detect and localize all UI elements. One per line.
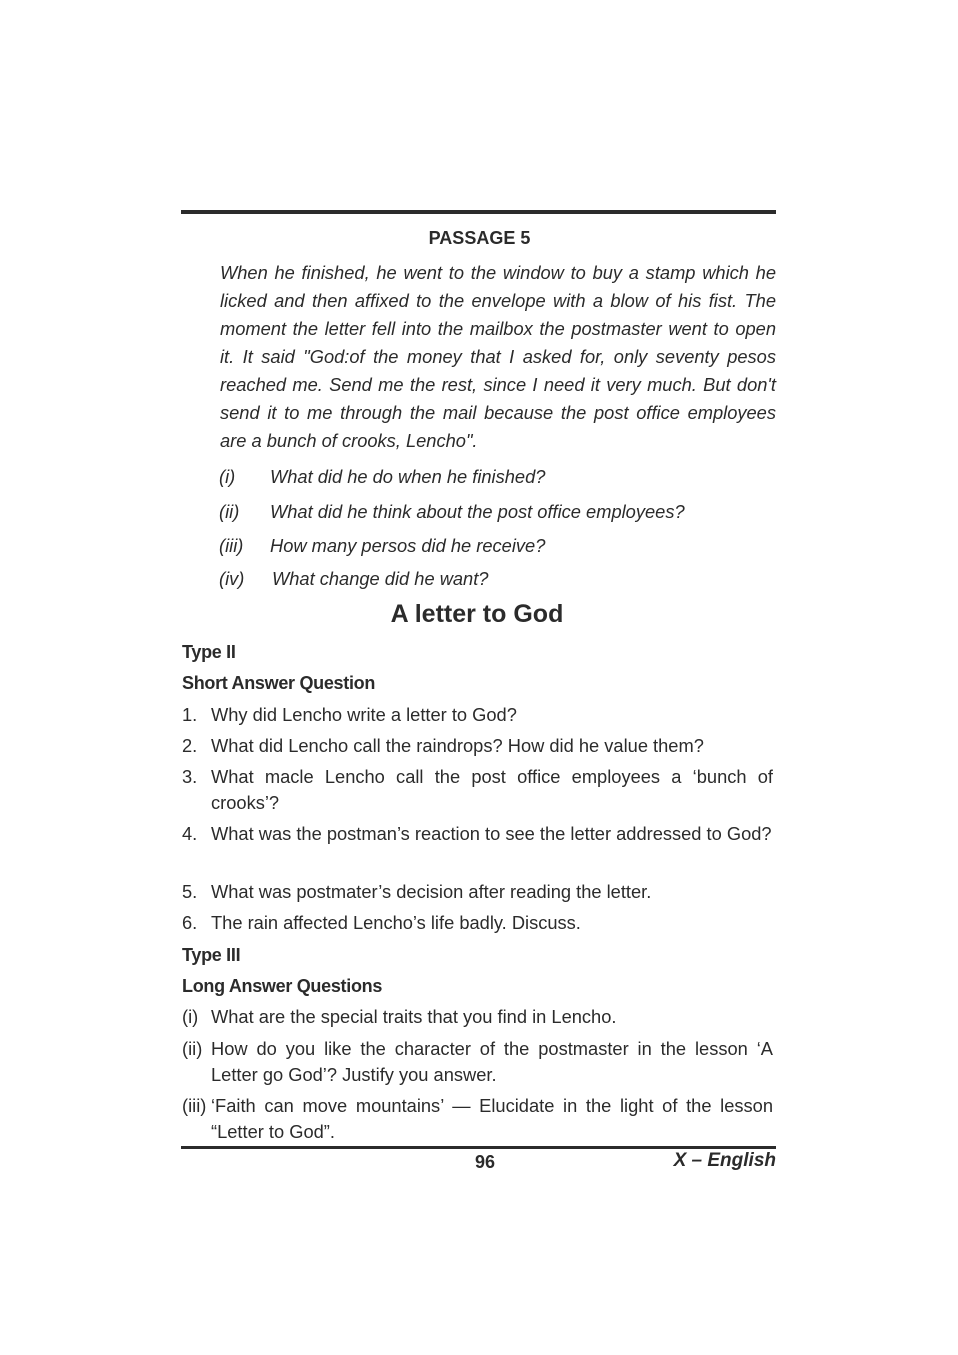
- item-number: (iii): [182, 1095, 207, 1116]
- type-iii-label: Type III: [182, 945, 241, 965]
- item-number: 1.: [182, 704, 198, 725]
- item-text: Why did Lencho write a letter to God?: [211, 704, 517, 725]
- list-item: [182, 1004, 773, 1030]
- book-name: X – English: [673, 1150, 776, 1171]
- item-number: 6.: [182, 912, 198, 933]
- item-text: What macle Lencho call the post office employees a ‘bunch of crooks’?: [211, 766, 773, 813]
- top-rule: [181, 210, 776, 214]
- page-number: 96: [474, 1152, 496, 1172]
- question-number: (iii): [219, 535, 244, 556]
- type-ii-label: Type II: [182, 642, 236, 662]
- item-number: 2.: [182, 735, 198, 756]
- item-number: 3.: [182, 766, 198, 787]
- item-text: How do you like the character of the postmaster in the lesson ‘A Letter go God’? Justify you answer.: [211, 1038, 773, 1085]
- question-text: What did he do when he finished?: [270, 466, 546, 487]
- list-item: [182, 1093, 773, 1145]
- item-text: What was postmater’s decision after reading the letter.: [211, 881, 652, 902]
- item-text: What are the special traits that you find in Lencho.: [211, 1006, 617, 1027]
- item-text: The rain affected Lencho’s life badly. Discuss.: [211, 912, 581, 933]
- passage-text: When he finished, he went to the window to buy a stamp which he licked and then affixed to the envelope with a blow of his fist. The moment the letter fell into the mailbox the postmaster went to open it. It said "God:of the money that I asked for, only seventy pesos reached me. Send me the rest, since I need it very much. But don't send it to me through the mail because the post office employees are a bunch of crooks, Lencho".: [220, 262, 776, 451]
- list-item: [182, 1036, 773, 1088]
- question-number: (iv): [219, 568, 245, 589]
- question-text: What change did he want?: [272, 568, 489, 589]
- passage-heading: PASSAGE 5: [428, 228, 531, 248]
- item-text: ‘Faith can move mountains’ — Elucidate in the light of the lesson “Letter to God”.: [211, 1095, 773, 1142]
- item-text: What did Lencho call the raindrops? How did he value them?: [211, 735, 704, 756]
- list-item: [182, 879, 773, 905]
- list-item: [182, 821, 773, 847]
- question-number: (i): [219, 466, 236, 487]
- list-item: [182, 764, 773, 816]
- question-number: (ii): [219, 501, 240, 522]
- item-number: (ii): [182, 1038, 203, 1059]
- chapter-title: A letter to God: [390, 600, 564, 628]
- short-answer-heading: Short Answer Question: [182, 673, 376, 693]
- list-item: [182, 702, 773, 728]
- item-text: What was the postman’s reaction to see the letter addressed to God?: [211, 823, 772, 844]
- long-answer-heading: Long Answer Questions: [182, 976, 383, 996]
- item-number: 5.: [182, 881, 198, 902]
- item-number: 4.: [182, 823, 198, 844]
- question-text: How many persos did he receive?: [270, 535, 546, 556]
- question-text: What did he think about the post office employees?: [270, 501, 685, 522]
- list-item: [182, 910, 773, 936]
- list-item: [182, 733, 773, 759]
- item-number: (i): [182, 1006, 199, 1027]
- bottom-rule: [181, 1146, 776, 1149]
